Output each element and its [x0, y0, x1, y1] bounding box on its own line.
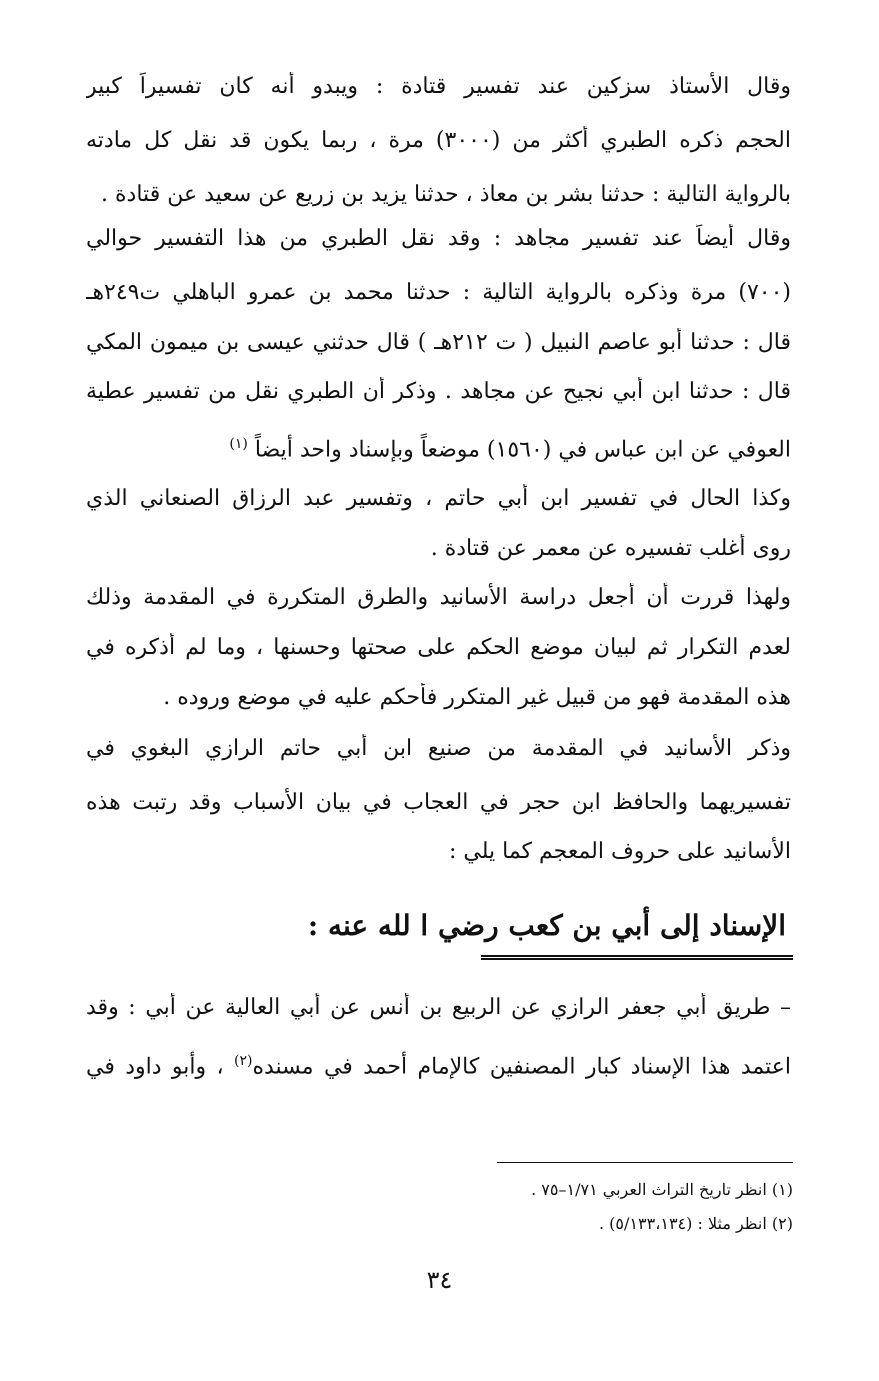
body-line: وقال أيضاً عند تفسير مجاهد : وقد نقل الطبري من هذا التفسير حوالي — [86, 226, 791, 251]
footnote-separator — [497, 1162, 793, 1163]
body-line: – طريق أبي جعفر الرازي عن الربيع بن أنس عن أبي العالية عن أُبي : وقد — [86, 995, 791, 1020]
body-line: قال : حدثنا ابن أبي نجيح عن مجاهد . وذكر أن الطبري نقل من تفسير عطية — [86, 379, 791, 404]
section-heading: الإسناد إلى أبي بن كعب رضي ا لله عنه : — [307, 909, 786, 942]
footnote-marker[interactable]: (١) — [229, 436, 248, 452]
body-line: (٧٠٠) مرة وذكره بالرواية التالية : حدثنا محمد بن عمرو الباهلي ت٢٤٩هـ — [86, 280, 791, 305]
body-line: بالرواية التالية : حدثنا بشر بن معاذ ، حدثنا يزيد بن زريع عن سعيد عن قتادة . — [101, 182, 791, 207]
footnote: (٢) انظر مثلا : (٥/١٣٣،١٣٤) . — [599, 1214, 793, 1233]
body-line: وكذا الحال في تفسير ابن أبي حاتم ، وتفسير عبد الرزاق الصنعاني الذي — [86, 486, 791, 511]
body-line: قال : حدثنا أبو عاصم النبيل ( ت ٢١٢هـ ) قال حدثني عيسى بن ميمون المكي — [86, 330, 791, 355]
body-text: ، وأبو داود في — [86, 1054, 224, 1080]
page-number: ٣٤ — [426, 1266, 453, 1294]
body-line: لعدم التكرار ثم لبيان موضع الحكم على صحتها وحسنها ، وما لم أذكره في — [86, 635, 791, 660]
body-line: روى أغلب تفسيره عن معمر عن قتادة . — [430, 536, 791, 561]
heading-underline — [481, 955, 793, 960]
body-line: وذكر الأسانيد في المقدمة من صنيع ابن أبي حاتم الرازي البغوي في — [86, 736, 791, 761]
body-line: ولهذا قررت أن أجعل دراسة الأسانيد والطرق المتكررة في المقدمة وذلك — [86, 585, 791, 610]
body-line — [86, 429, 791, 465]
body-line: تفسيريهما والحافظ ابن حجر في العجاب في بيان الأسباب وقد رتبت هذه — [86, 790, 791, 815]
body-line: هذه المقدمة فهو من قبيل غير المتكرر فأحكم عليه في موضع وروده . — [163, 685, 791, 710]
body-text: العوفي عن ابن عباس في (١٥٦٠) موضعاً وبإسناد واحد أيضاً — [254, 437, 791, 463]
footnote-marker[interactable]: (٢) — [233, 1053, 253, 1069]
body-line: الحجم ذكره الطبري أكثر من (٣٠٠٠) مرة ، ربما يكون قد نقل كل مادته — [86, 128, 791, 153]
body-line: وقال الأستاذ سزكين عند تفسير قتادة : ويبدو أنه كان تفسيراً كبير — [86, 74, 791, 99]
body-text: اعتمد هذا الإسناد كبار المصنفين كالإمام أحمد في مسنده — [252, 1054, 791, 1080]
footnote: (١) انظر تاريخ التراث العربي ١/٧١–٧٥ . — [531, 1180, 793, 1199]
body-line — [86, 1046, 791, 1082]
body-line: الأسانيد على حروف المعجم كما يلي : — [448, 839, 791, 864]
